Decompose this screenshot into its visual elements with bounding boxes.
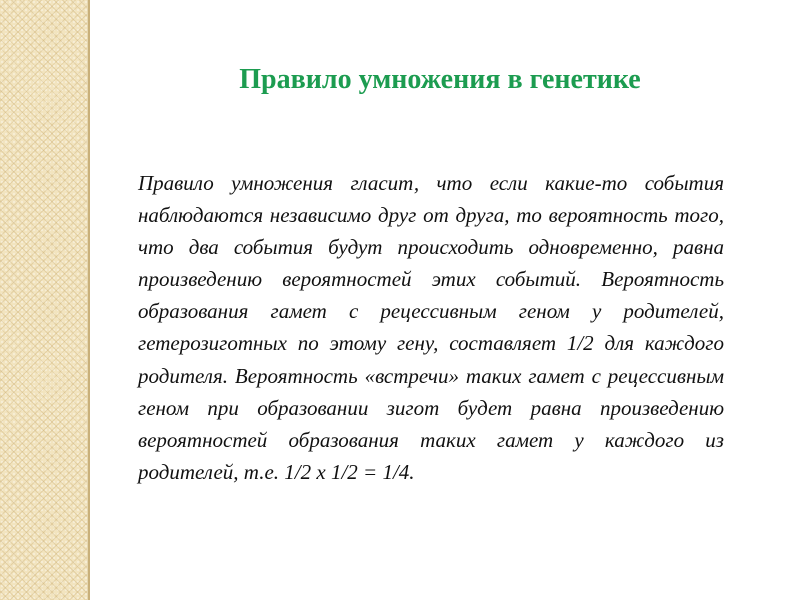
slide-title: Правило умножения в генетике bbox=[239, 64, 641, 95]
slide-body-text: Правило умножения гласит, что если какие-то события наблюдаются независимо друг от друга, то вероятность того, что два события будут происходить одновременно, равна произведению вероятностей этих событий. Вероятность образования гамет с рецессивным геном у родителей, гетерозиготных по этому гену, составляет 1/2 для каждого родителя. Вероятность «встречи» таких гамет с рецессивным геном при образовании зигот будет равна произведению вероятностей образования таких гамет у каждого из родителей, т.е. 1/2 х 1/2 = 1/4. bbox=[138, 171, 724, 484]
decorative-side-stripe bbox=[0, 0, 88, 600]
stripe-divider bbox=[88, 0, 90, 600]
